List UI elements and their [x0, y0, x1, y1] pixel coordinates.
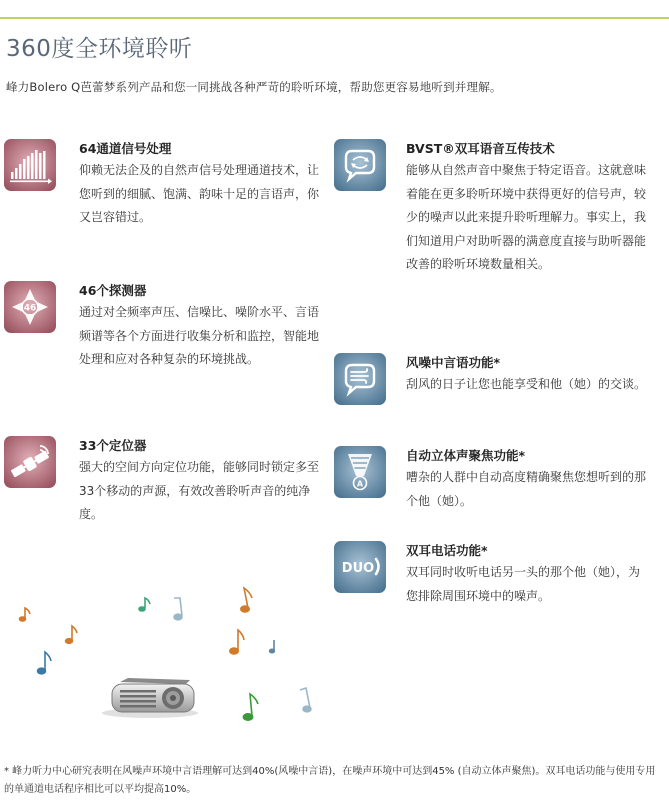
radio-icon — [102, 678, 198, 718]
feature-title: 自动立体声聚焦功能* — [406, 448, 526, 463]
feature-title: 64通道信号处理 — [79, 141, 172, 156]
feature-wind-speech — [334, 353, 654, 423]
feature-description: 能够从自然声音中聚焦于特定语音。这就意味着能在更多聆听环境中获得更好的信号声，较少的噪声以此来提升聆听理解力。事实上，我们知道用户对助听器的满意度直接与助听器能改善的聆听环境数量相关。 — [406, 163, 647, 271]
feature-description: 强大的空间方向定位功能，能够同时锁定多至33个移动的声源，有效改善聆听声音的纯净度。 — [79, 460, 320, 521]
top-accent-line — [0, 17, 669, 19]
feature-title: BVST®双耳语音互传技术 — [406, 141, 555, 156]
feature-title: 33个定位器 — [79, 438, 147, 453]
feature-46-detectors — [4, 281, 324, 401]
feature-description: 刮风的日子让您也能享受和他（她）的交谈。 — [406, 377, 647, 391]
page-title: 360度全环境聆听 — [6, 36, 193, 62]
feature-auto-stereo-zoom — [334, 446, 654, 516]
detector-count-label: 46 — [23, 303, 37, 314]
focus-cone-label: A — [356, 479, 364, 489]
feature-title: 风噪中言语功能* — [406, 355, 501, 370]
satellite-icon — [4, 436, 56, 488]
duo-label: DUO — [341, 561, 375, 576]
feature-bvst — [334, 139, 654, 299]
feature-title: 46个探测器 — [79, 283, 147, 298]
feature-description: 通过对全频率声压、信噪比、噪阶水平、言语频谱等各个方面进行收集分析和监控，智能地处理和应对各种复杂的环境挑战。 — [79, 305, 320, 366]
intro-text: 峰力Bolero Q芭蕾梦系列产品和您一同挑战各种严苛的聆听环境，帮助您更容易地听到并理解。 — [6, 80, 502, 94]
feature-description: 仰赖无法企及的自然声信号处理通道技术，让您听到的细腻、饱满、韵味十足的言语声，你又岂容错过。 — [79, 163, 320, 224]
footnote: * 峰力听力中心研究表明在风噪声环境中言语理解可达到40%(风噪中言语)，在噪声环境中可达到45% (自动立体声聚焦)。双耳电话功能与使用专用的单通道电话程序相比可以平均提高10%。 — [4, 766, 656, 795]
signal-bars-icon — [4, 139, 56, 191]
feature-64-channel — [4, 139, 324, 249]
duo-phone-icon — [334, 541, 386, 593]
focus-cone-icon — [334, 446, 386, 498]
speech-bubble-arrows-icon — [334, 139, 386, 191]
feature-duo-phone — [334, 541, 654, 611]
feature-description: 双耳同时收听电话另一头的那个他（她），为您排除周围环境中的噪声。 — [406, 565, 641, 603]
feature-description: 嘈杂的人群中自动高度精确聚焦您想听到的那个他（她）。 — [406, 470, 647, 508]
radio-with-music-notes-illustration — [10, 580, 330, 730]
feature-title: 双耳电话功能* — [406, 543, 488, 558]
detector-dial-icon — [4, 281, 56, 333]
feature-33-locators — [4, 436, 324, 536]
wind-speech-icon — [334, 353, 386, 405]
